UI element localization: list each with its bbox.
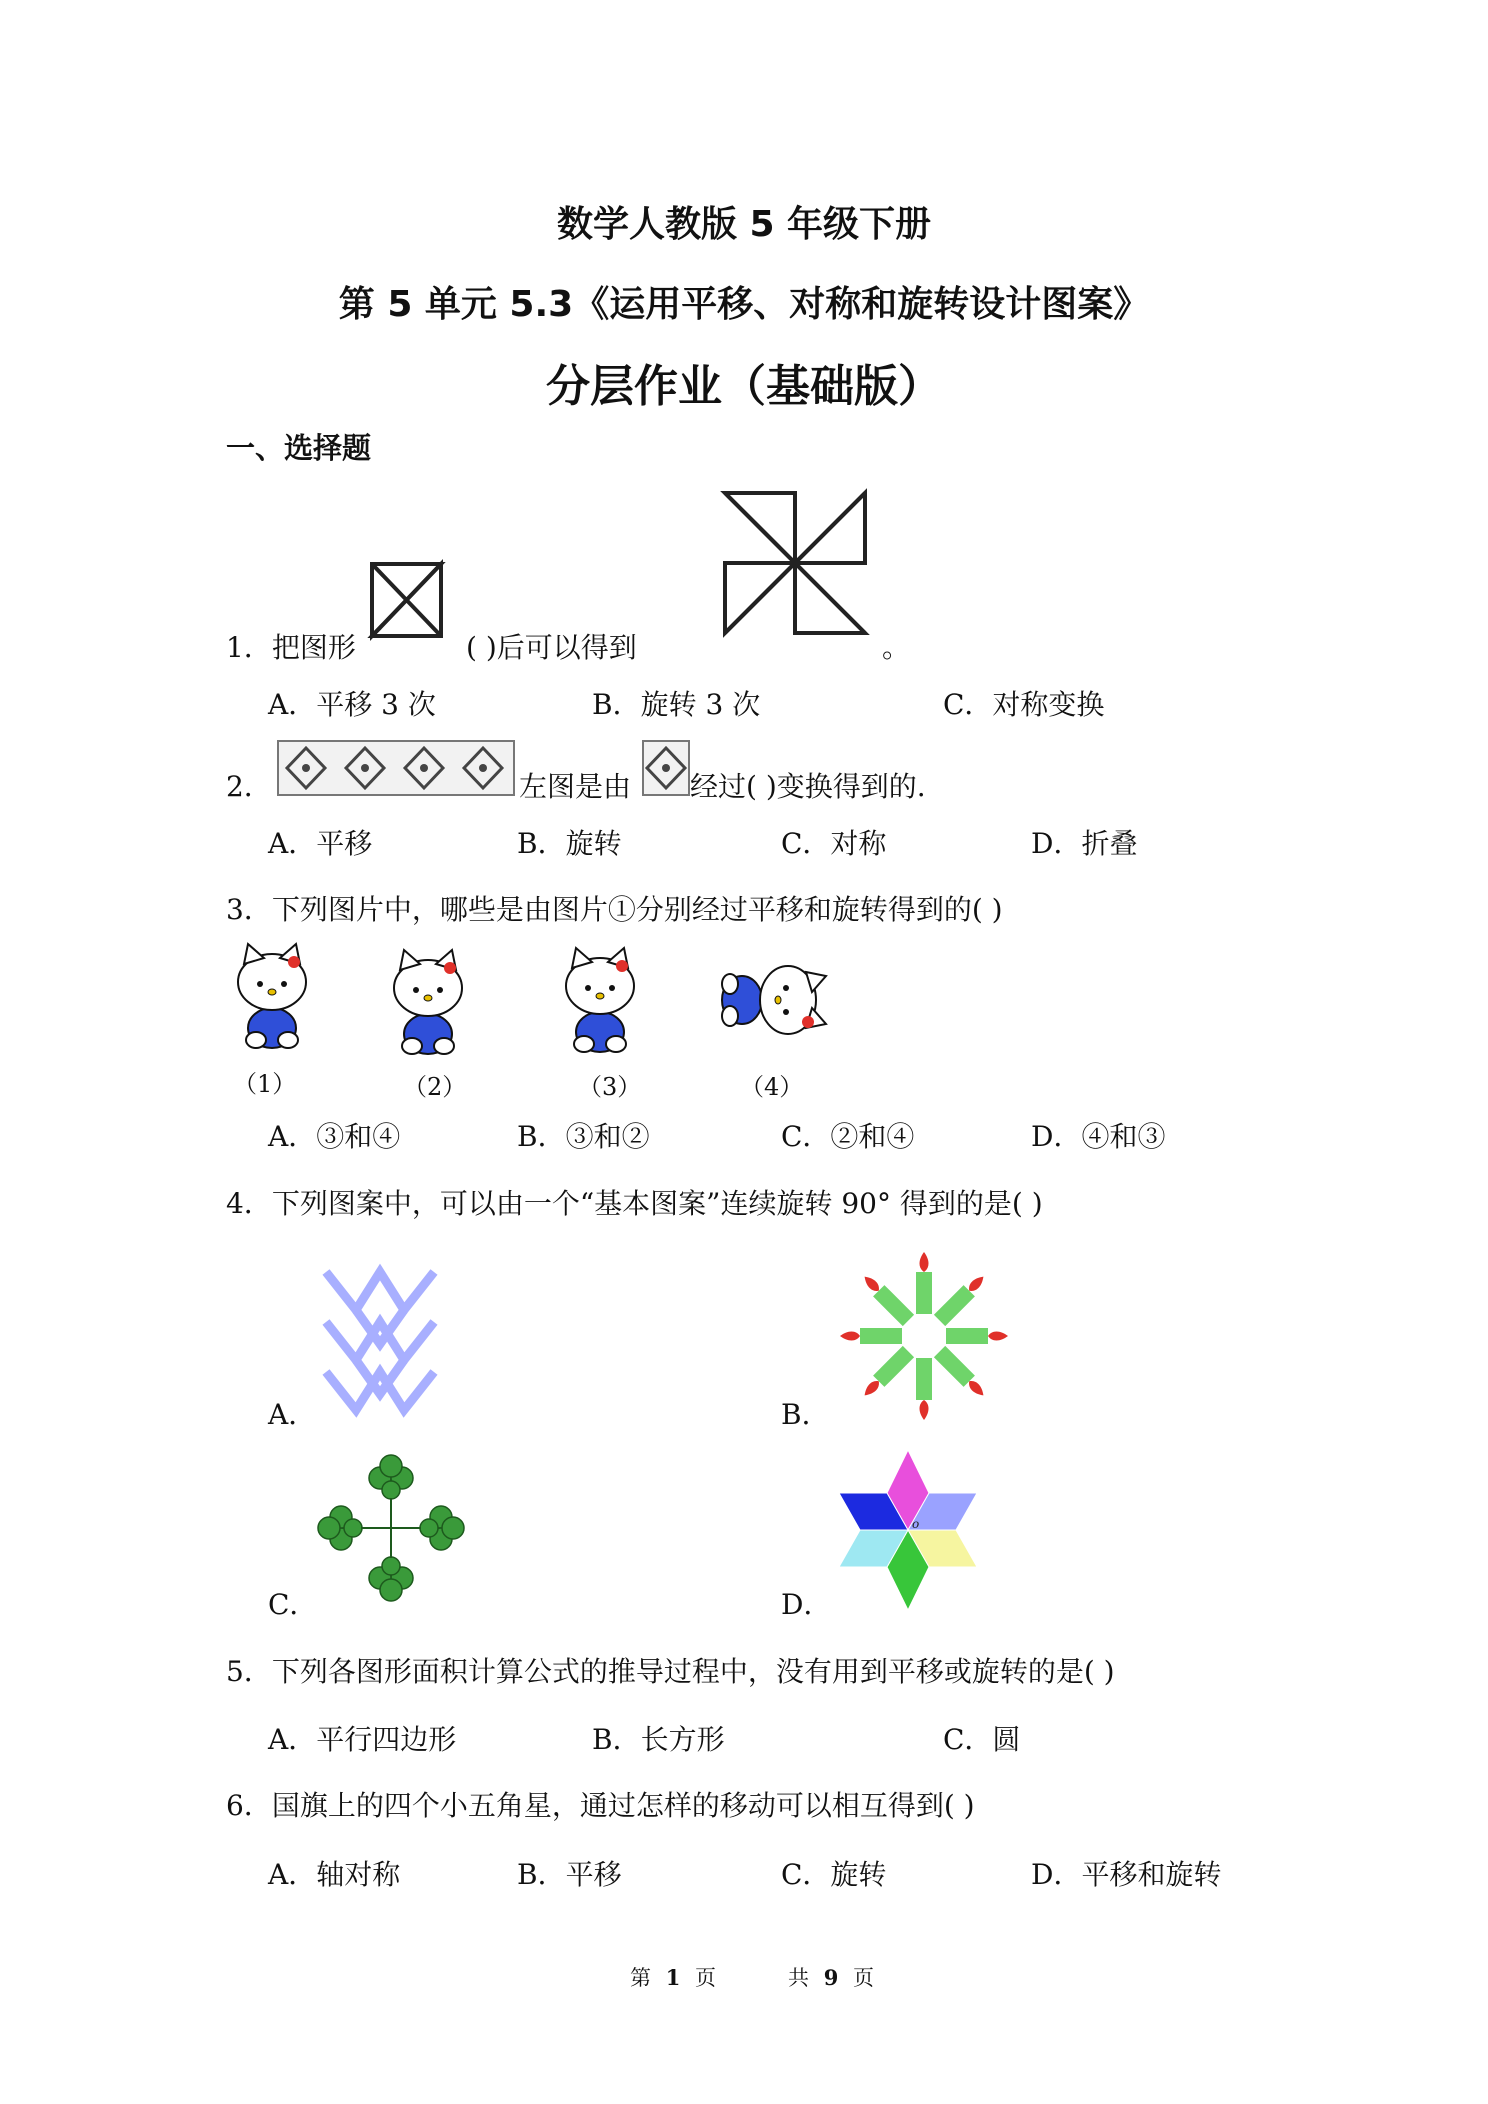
total-pages-footer <box>788 1962 874 1992</box>
q5-option-c[interactable]: C．圆 <box>943 1723 1021 1756</box>
q3-label-3: （3） <box>578 1073 642 1101</box>
q5-text: 5．下列各图形面积计算公式的推导过程中，没有用到平移或旋转的是( ) <box>226 1655 1115 1688</box>
q2-option-b[interactable]: B．旋转 <box>517 827 622 860</box>
q2-text-c: 经过( )变换得到的. <box>690 770 926 803</box>
q3-figure-4 <box>718 960 826 1040</box>
q1-pinwheel-figure <box>720 488 870 638</box>
q3-figure-1 <box>232 944 312 1052</box>
footer-total-label: 共 <box>788 1966 809 1990</box>
q3-label-2: （2） <box>403 1073 467 1101</box>
doc-title-line2: 第 5 单元 5.3《运用平移、对称和旋转设计图案》 <box>338 284 1150 325</box>
q2-option-d[interactable]: D．折叠 <box>1031 827 1138 860</box>
q3-text: 3．下列图片中，哪些是由图片①分别经过平移和旋转得到的( ) <box>226 893 1003 926</box>
q3-figure-2 <box>388 950 468 1058</box>
q1-text-c: 。 <box>882 631 911 664</box>
q6-option-b[interactable]: B．平移 <box>517 1858 622 1891</box>
q3-label-1: （1） <box>233 1070 297 1098</box>
q3-option-b[interactable]: B．③和② <box>517 1120 650 1153</box>
doc-title-line3: 分层作业（基础版） <box>546 361 942 412</box>
q4-option-b[interactable]: B． <box>781 1398 830 1431</box>
footer-total-unit: 页 <box>853 1966 874 1990</box>
q1-text-b: ( )后可以得到 <box>466 631 637 664</box>
q6-option-a[interactable]: A．轴对称 <box>268 1858 401 1891</box>
q1-basic-figure <box>367 560 447 644</box>
q5-option-a[interactable]: A．平行四边形 <box>268 1723 457 1756</box>
q4-option-a[interactable]: A． <box>268 1398 317 1431</box>
q2-text-a: 2． <box>226 770 272 803</box>
q4-figure-d <box>837 1448 979 1612</box>
q3-option-c[interactable]: C．②和④ <box>781 1120 915 1153</box>
q3-label-4: （4） <box>740 1073 804 1101</box>
q1-text-a: 1．把图形 <box>226 631 356 664</box>
q1-option-c[interactable]: C．对称变换 <box>943 688 1105 721</box>
footer-page-label: 第 <box>630 1966 651 1990</box>
footer-page-unit: 页 <box>695 1966 716 1990</box>
doc-title-line1: 数学人教版 5 年级下册 <box>556 204 932 245</box>
q4-figure-b <box>838 1250 1010 1422</box>
q2-border-pattern <box>277 740 515 796</box>
footer-page-number: 1 <box>665 1965 681 1990</box>
q4-figure-a <box>318 1262 442 1424</box>
q2-option-c[interactable]: C．对称 <box>781 827 887 860</box>
section-heading: 一、选择题 <box>226 431 372 465</box>
q6-option-c[interactable]: C．旋转 <box>781 1858 887 1891</box>
q6-option-d[interactable]: D．平移和旋转 <box>1031 1858 1222 1891</box>
q3-option-a[interactable]: A．③和④ <box>268 1120 401 1153</box>
q2-option-a[interactable]: A．平移 <box>268 827 373 860</box>
q3-figure-3 <box>560 948 640 1056</box>
q2-unit-pattern <box>642 740 690 796</box>
q3-option-d[interactable]: D．④和③ <box>1031 1120 1166 1153</box>
page-number-footer <box>630 1962 716 1992</box>
q1-option-b[interactable]: B．旋转 3 次 <box>592 688 761 721</box>
q6-text: 6．国旗上的四个小五角星，通过怎样的移动可以相互得到( ) <box>226 1789 975 1822</box>
q1-option-a[interactable]: A．平移 3 次 <box>268 688 436 721</box>
q4-figure-d-center-label: o <box>912 1517 920 1531</box>
q4-option-c[interactable]: C． <box>268 1588 318 1621</box>
q4-text: 4．下列图案中，可以由一个“基本图案”连续旋转 90° 得到的是( ) <box>226 1187 1043 1220</box>
q5-option-b[interactable]: B．长方形 <box>592 1723 725 1756</box>
q2-text-b: 左图是由 <box>519 770 632 803</box>
q4-option-d[interactable]: D． <box>781 1588 832 1621</box>
footer-total-number: 9 <box>823 1965 839 1990</box>
q4-figure-c <box>320 1456 462 1600</box>
